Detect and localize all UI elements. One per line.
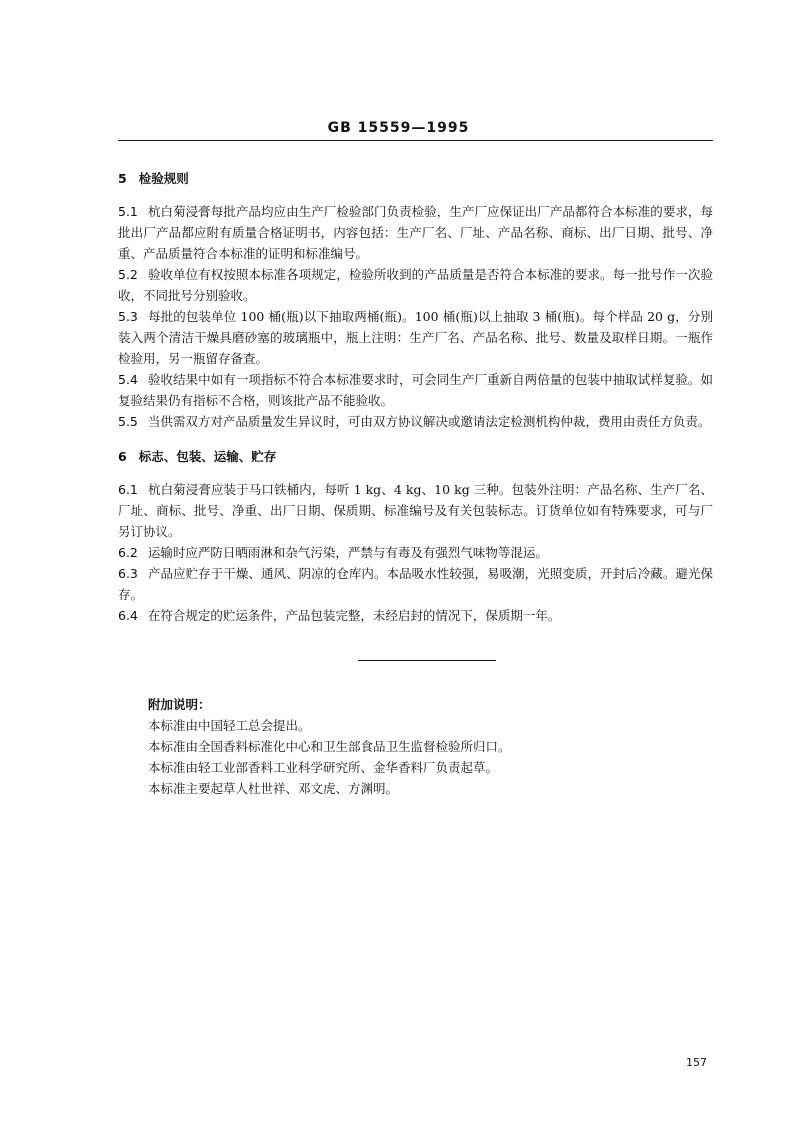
- clause-text: 验收结果中如有一项指标不符合本标准要求时，可会同生产厂重新自两倍量的包装中抽取试样复验。如复验结果仍有指标不合格，则该批产品不能验收。: [118, 372, 713, 408]
- section-separator-rule: [358, 660, 496, 661]
- section-heading: [118, 446, 713, 467]
- clause-text: 每批的包装单位 100 桶(瓶)以下抽取两桶(瓶)。100 桶(瓶)以上抽取 3 桶(瓶)。每个样品 20 g，分别装入两个清洁干燥具磨砂塞的玻璃瓶中，瓶上注明：生产厂名、产品名称、批号、数量及取样日期。一瓶作检验用，另一瓶留存备查。: [118, 309, 713, 366]
- section-number: 5: [118, 171, 127, 186]
- clause-text: 在符合规定的贮运条件，产品包装完整，未经启封的情况下，保质期一年。: [147, 608, 561, 623]
- clause-5-5: [118, 411, 713, 432]
- notes-title: 附加说明：: [148, 697, 211, 712]
- clause-6-4: [118, 605, 713, 626]
- notes-line: 本标准由全国香料标准化中心和卫生部食品卫生监督检验所归口。: [148, 739, 511, 754]
- main-content: [118, 168, 713, 640]
- clause-6-3: [118, 563, 713, 605]
- clause-number: 6.1: [118, 482, 138, 497]
- section-title: 检验规则: [138, 171, 189, 186]
- clause-text: 产品应贮存于干燥、通风、阴凉的仓库内。本品吸水性较强，易吸潮，光照变质，开封后冷藏。避光保存。: [118, 566, 713, 602]
- document-code-header: GB 15559—1995: [327, 120, 470, 136]
- clause-number: 5.4: [118, 372, 138, 387]
- clause-number: 6.4: [118, 608, 138, 623]
- clause-number: 6.2: [118, 545, 138, 560]
- page-number: 157: [686, 1056, 707, 1069]
- clause-text: 运输时应严防日晒雨淋和杂气污染，严禁与有毒及有强烈气味物等混运。: [147, 545, 548, 560]
- notes-line: 本标准主要起草人杜世祥、邓文虎、方渊明。: [148, 781, 399, 796]
- clause-number: 6.3: [118, 566, 138, 581]
- clause-5-2: [118, 264, 713, 306]
- header-rule: [118, 140, 713, 141]
- clause-number: 5.5: [118, 414, 138, 429]
- clause-5-4: [118, 369, 713, 411]
- notes-line: 本标准由中国轻工总会提出。: [148, 718, 311, 733]
- clause-5-3: [118, 306, 713, 369]
- additional-notes: [148, 694, 708, 799]
- section-5: [118, 168, 713, 432]
- clause-number: 5.1: [118, 204, 138, 219]
- clause-6-2: [118, 542, 713, 563]
- section-number: 6: [118, 449, 127, 464]
- clause-text: 当供需双方对产品质量发生异议时，可由双方协议解决或邀请法定检测机构仲裁，费用由责任方负责。: [147, 414, 711, 429]
- clause-text: 杭白菊浸膏应装于马口铁桶内，每听 1 kg、4 kg、10 kg 三种。包装外注明：产品名称、生产厂名、厂址、商标、批号、净重、出厂日期、保质期、标准编号及有关包装标志。订货单位如有特殊要求，可与厂另订协议。: [118, 482, 713, 539]
- section-heading: [118, 168, 713, 189]
- clause-number: 5.3: [118, 309, 138, 324]
- clause-5-1: [118, 201, 713, 264]
- section-6: [118, 446, 713, 626]
- clause-number: 5.2: [118, 267, 138, 282]
- section-title: 标志、包装、运输、贮存: [138, 449, 277, 464]
- notes-line: 本标准由轻工业部香料工业科学研究所、金华香料厂负责起草。: [148, 760, 499, 775]
- clause-6-1: [118, 479, 713, 542]
- clause-text: 杭白菊浸膏每批产品均应由生产厂检验部门负责检验，生产厂应保证出厂产品都符合本标准的要求，每批出厂产品都应附有质量合格证明书，内容包括：生产厂名、厂址、产品名称、商标、出厂日期、批号、净重、产品质量符合本标准的证明和标准编号。: [118, 204, 713, 261]
- clause-text: 验收单位有权按照本标准各项规定，检验所收到的产品质量是否符合本标准的要求。每一批号作一次验收，不同批号分别验收。: [118, 267, 713, 303]
